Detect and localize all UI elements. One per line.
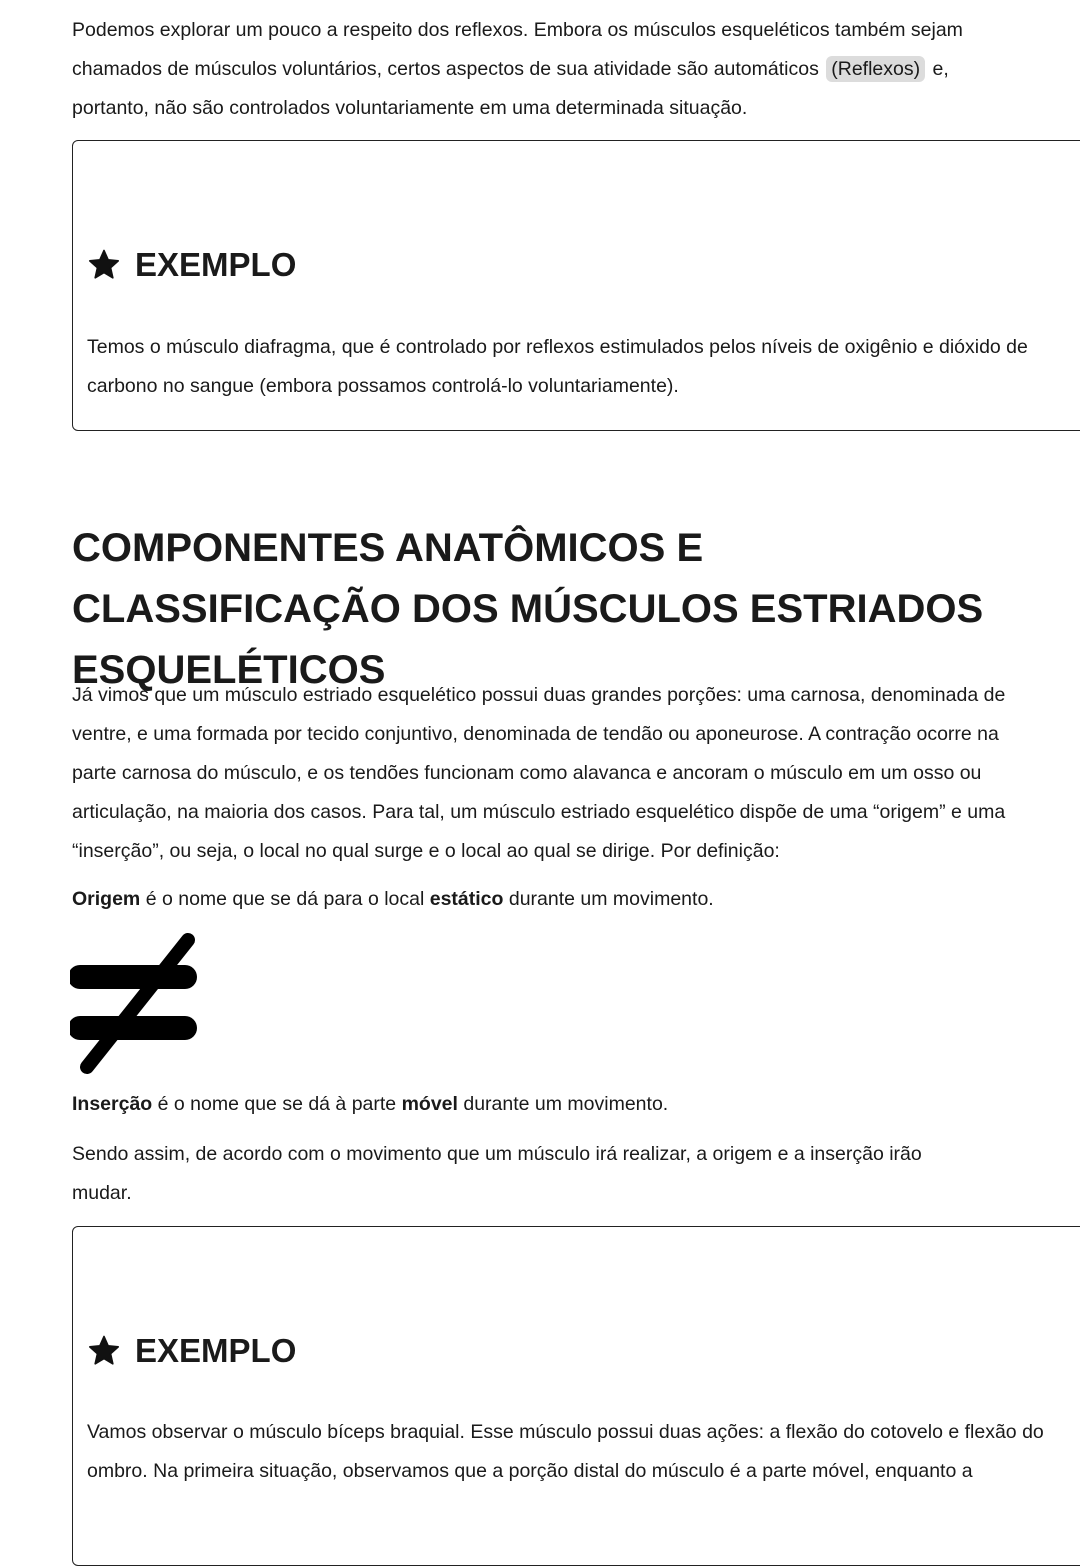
section-heading: COMPONENTES ANATÔMICOS E CLASSIFICAÇÃO DOS MÚSCULOS ESTRIADOS ESQUELÉTICOS (72, 526, 984, 692)
body-paragraph: Já vimos que um músculo estriado esquelético possui duas grandes porções: uma carnosa, denominada de ventre, e uma formada por tecido conjuntivo, denominada de tendão ou aponeurose. A contração ocorre na parte carnosa do músculo, e os tendões funcionam como alavanca e ancoram o músculo em um osso ou articulação, na maioria dos casos. Para tal, um músculo estriado esquelético dispõe de uma “origem” e uma “inserção”, ou seja, o local no qual surge e o local ao qual se dirige. Por definição: (72, 684, 1006, 862)
star-icon (87, 248, 121, 282)
reflexos-tag[interactable]: (Reflexos) (826, 56, 925, 82)
example-title: EXEMPLO (87, 245, 296, 285)
conclusion-paragraph: Sendo assim, de acordo com o movimento que um músculo irá realizar, a origem e a inserção irão mudar. (72, 1143, 922, 1204)
origem-definition: Origem é o nome que se dá para o local estático durante um movimento. (72, 888, 714, 910)
example-box (72, 1226, 1080, 1566)
example-text: Temos o músculo diafragma, que é controlado por reflexos estimulados pelos níveis de oxigênio e dióxido de carbono no sangue (embora possamos controlá-lo voluntariamente). (87, 336, 1028, 397)
intro-paragraph: Podemos explorar um pouco a respeito dos reflexos. Embora os músculos esqueléticos também sejam chamados de músculos voluntários, certos aspectos de sua atividade são automáticos (Reflexos) e, portanto, não são controlados voluntariamente em uma determinada situação. (72, 19, 963, 119)
example-box (72, 140, 1080, 431)
star-icon (87, 1334, 121, 1368)
example-title: EXEMPLO (87, 1331, 296, 1371)
example-text: Vamos observar o músculo bíceps braquial. Esse músculo possui duas ações: a flexão do cotovelo e flexão do ombro. Na primeira situação, observamos que a porção distal do músculo é a parte móvel, enquanto a (87, 1421, 1044, 1482)
insercao-definition: Inserção é o nome que se dá à parte móvel durante um movimento. (72, 1093, 669, 1115)
not-equal-icon (70, 932, 198, 1076)
